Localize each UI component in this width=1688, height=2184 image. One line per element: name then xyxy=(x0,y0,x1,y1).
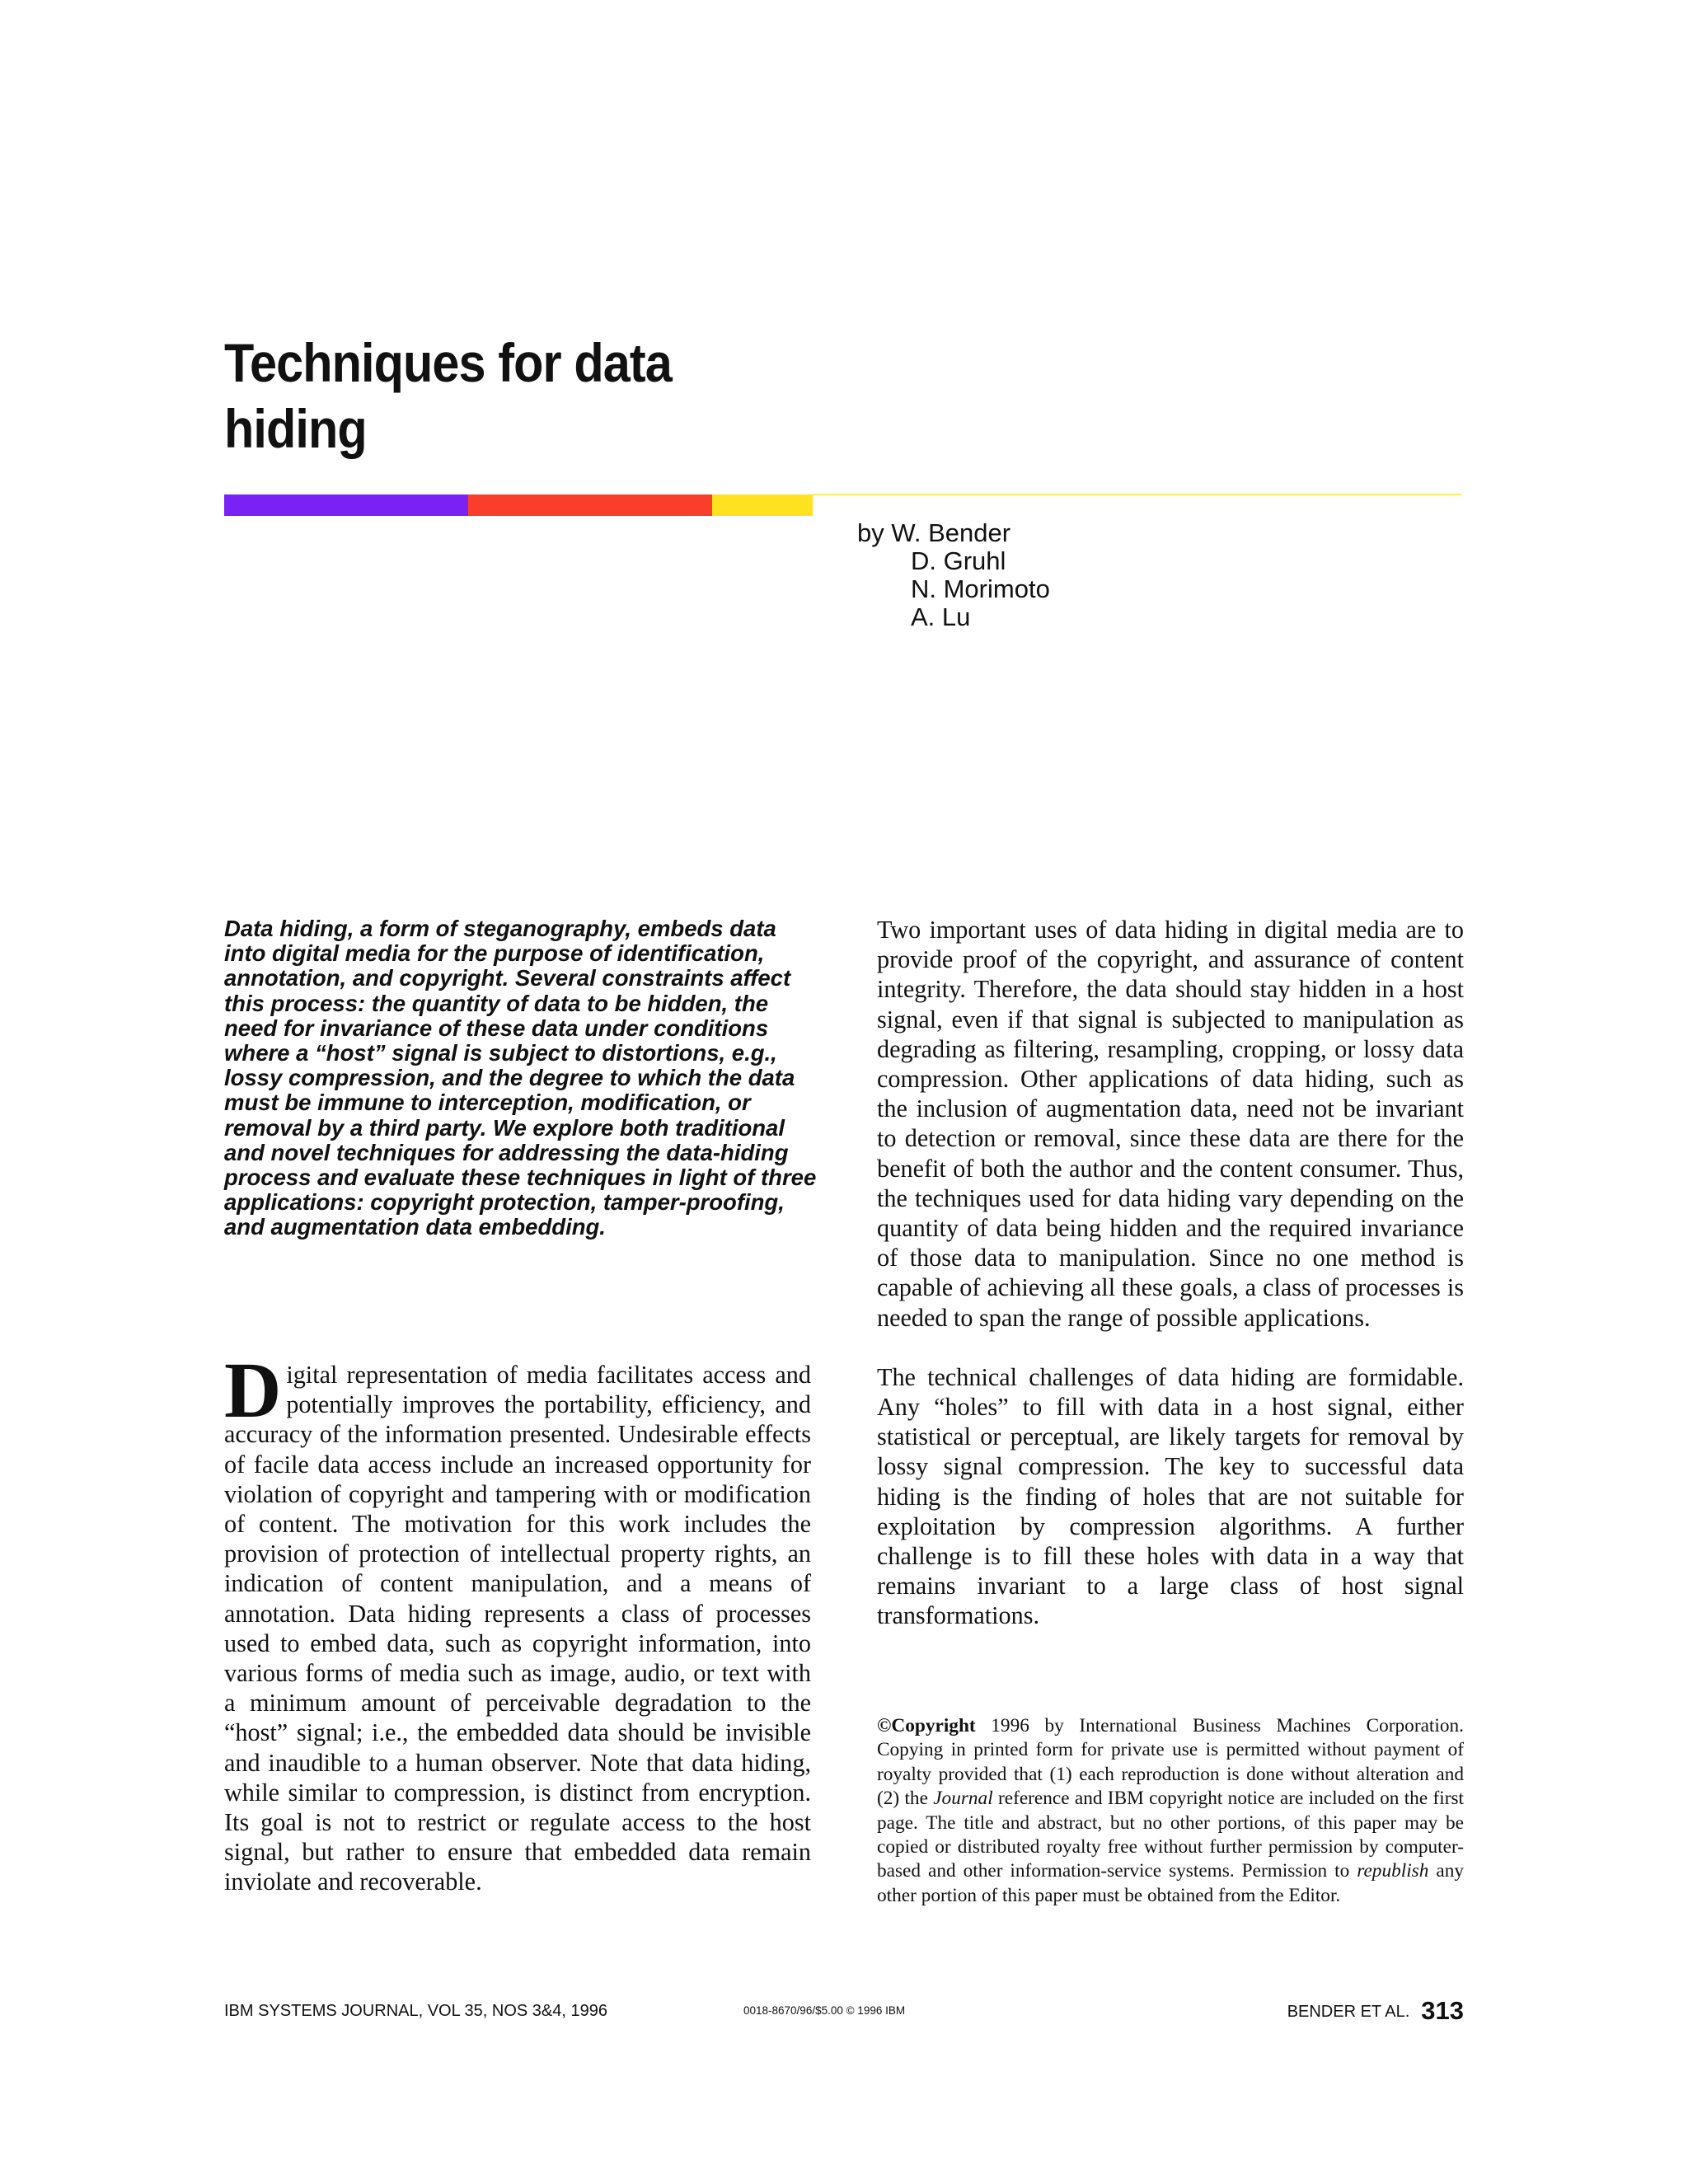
body-paragraph-intro xyxy=(224,1346,811,1897)
copyright-text-1: 1996 by International Business Machines Corporation. Copying in printed form for private use is permitted without payment of royalty provided that (1) each reproduction is done without alteration and (2) the xyxy=(877,1715,1464,1810)
author-list xyxy=(857,519,1050,631)
title-rule xyxy=(813,494,1462,495)
decor-bar-yellow xyxy=(712,494,813,516)
body-column-left xyxy=(224,1346,811,1897)
author-byline: by W. Bender xyxy=(857,518,1011,547)
abstract: Data hiding, a form of steganography, embeds data into digital media for the purpose of identification, annotation, and copyright. Several constraints affect this process: the quantity of data to be hidden, the need for invariance of these data under conditions where a “host” signal is subject to distortions, e.g., lossy compression, and the degree to which the data must be immune to interception, modification, or removal by a third party. We explore both traditional and novel techniques for addressing the data-hiding process and evaluate these techniques in light of three applications: copyright protection, tamper-proofing, and augmentation data embedding. xyxy=(224,916,817,1240)
author-name: A. Lu xyxy=(911,602,971,631)
copyright-text-2: reference and IBM copyright notice are included on the first page. The title and abstract, but no other portions, of this paper may be copied or distributed royalty free without further permission by computer-based and other information-service systems. Permission to xyxy=(877,1788,1464,1882)
body-paragraph-uses: Two important uses of data hiding in digital media are to provide proof of the copyright, and assurance of content integrity. Therefore, the data should stay hidden in a host signal, even if that signal is subjected to manipulation as degrading as filtering, resampling, cropping, or lossy data compression. Other applications of data hiding, such as the inclusion of augmentation data, need not be invariant to detection or removal, since these data are there for the benefit of both the author and the content consumer. Thus, the techniques used for data hiding vary depending on the quantity of data being hidden and the required invariance of those data to manipulation. Since no one method is capable of achieving all these goals, a class of processes is needed to span the range of possible applications. xyxy=(877,916,1464,1332)
title-line-1: Techniques for data xyxy=(224,332,672,393)
copyright-journal: Journal xyxy=(933,1788,993,1810)
copyright-label: ©Copyright xyxy=(877,1715,976,1736)
footer-running-head xyxy=(1287,1996,1464,2025)
author-name: N. Morimoto xyxy=(911,574,1050,603)
body-paragraph-challenges: The technical challenges of data hiding are formidable. Any “holes” to fill with data in a host signal, either statistical or perceptual, are likely targets for removal by lossy signal compression. The key to successful data hiding is the finding of holes that are not suitable for exploitation by compression algorithms. A further challenge is to fill these holes with data in a way that remains invariant to a large class of host signal transformations. xyxy=(877,1362,1464,1630)
title-line-2: hiding xyxy=(224,398,367,459)
paper-title xyxy=(224,330,892,462)
running-head: BENDER ET AL. xyxy=(1287,2003,1410,2021)
footer-code: 0018-8670/96/$5.00 © 1996 IBM xyxy=(743,2004,906,2017)
page-number: 313 xyxy=(1421,1996,1464,2025)
footer-journal: IBM SYSTEMS JOURNAL, VOL 35, NOS 3&4, 1996 xyxy=(224,2002,607,2020)
copyright-text-3: any other portion of this paper must be obtained from the Editor. xyxy=(877,1860,1465,1906)
author-name: D. Gruhl xyxy=(911,546,1006,575)
intro-text: igital representation of media facilitates access and potentially improves the portability, efficiency, and accuracy of the information presented. Undesirable effects of facile data access include an increased opportunity for violation of copyright and tampering with or modification of content. The motivation for this work includes the provision of protection of intellectual property rights, an indication of content manipulation, and a means of annotation. Data hiding represents a class of processes used to embed data, such as copyright information, into various forms of media such as image, audio, or text with a minimum amount of perceivable degradation to the “host” signal; i.e., the embedded data should be invisible and inaudible to a human observer. Note that data hiding, while similar to compression, is distinct from encryption. Its goal is not to restrict or regulate access to the host signal, but rather to ensure that embedded data remain inviolate and recoverable. xyxy=(224,1361,811,1896)
decor-bar-red xyxy=(468,494,712,516)
copyright-republish: republish xyxy=(1357,1860,1429,1882)
copyright-notice xyxy=(877,1714,1464,1908)
decor-bar-purple xyxy=(224,494,468,516)
drop-cap: D xyxy=(224,1346,282,1434)
body-column-right xyxy=(877,915,1464,1631)
